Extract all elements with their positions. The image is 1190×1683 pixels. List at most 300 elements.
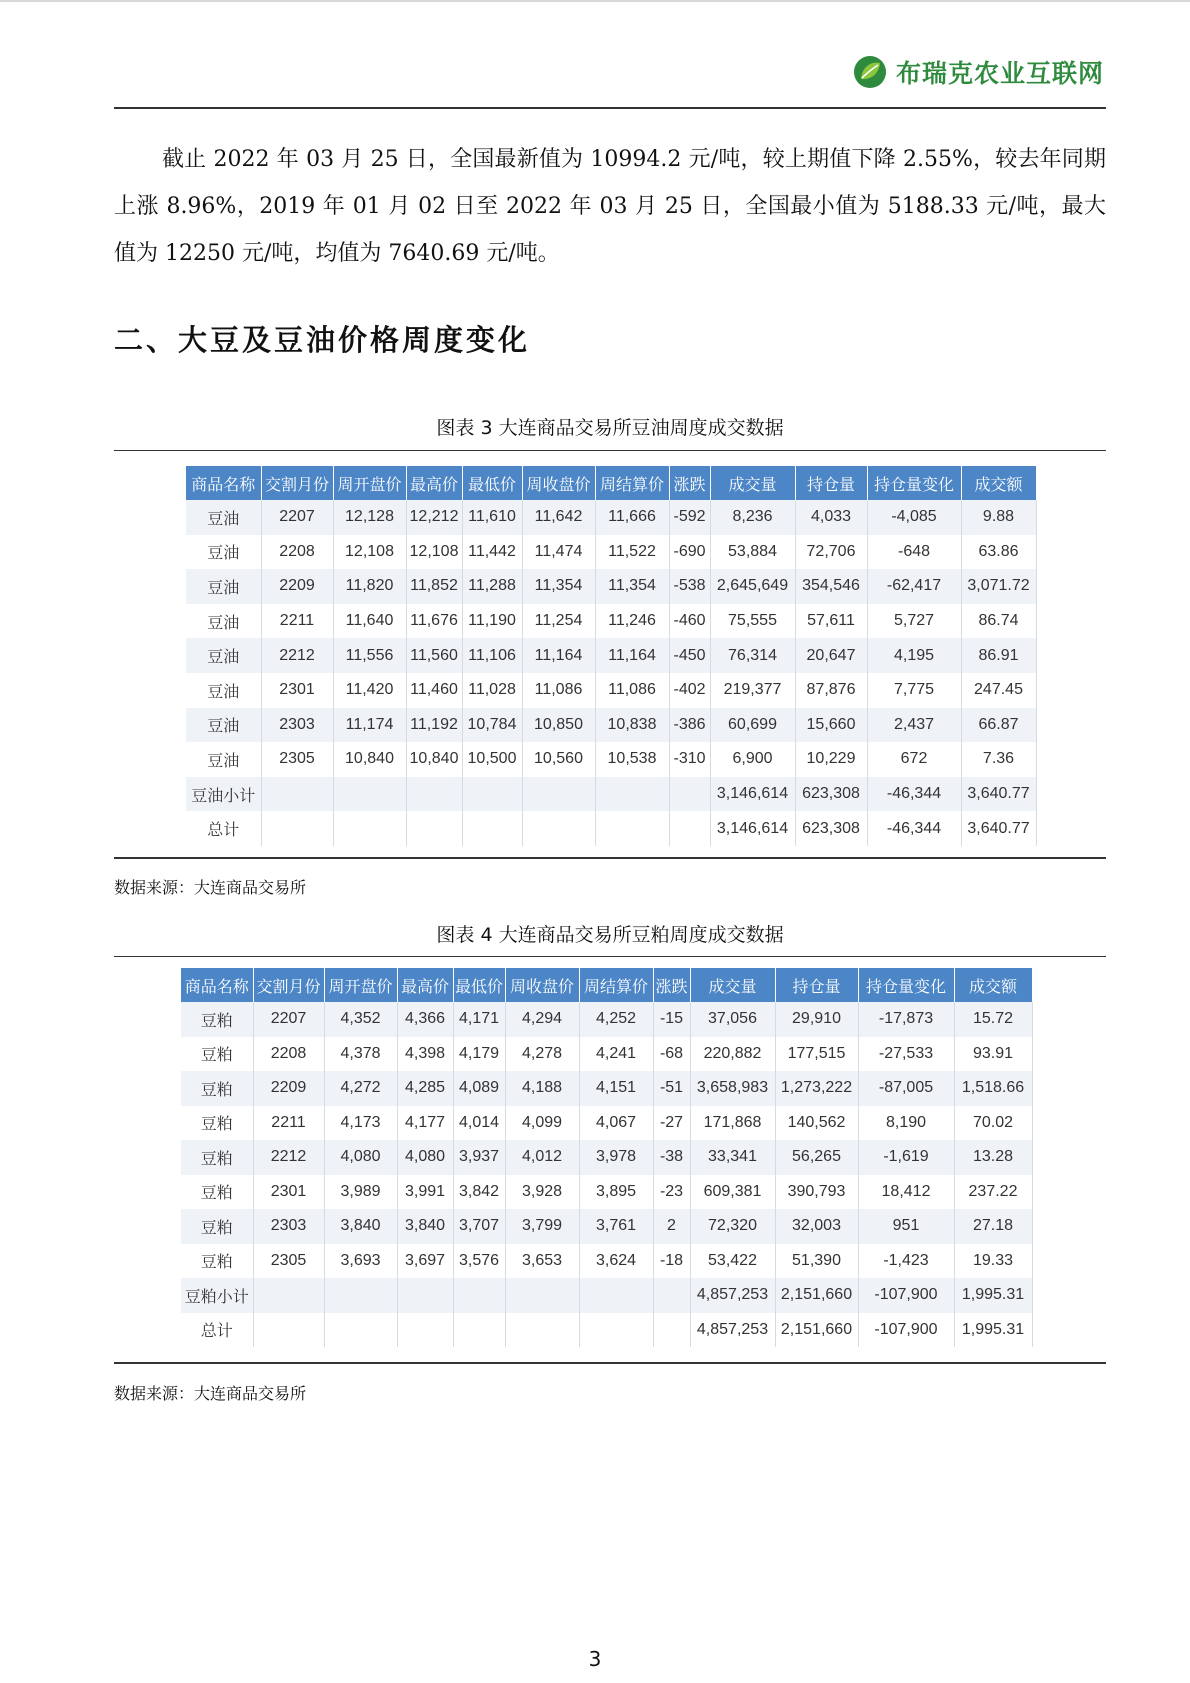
table-cell: 豆油 — [186, 708, 261, 743]
table-cell: 11,852 — [406, 569, 462, 604]
column-header: 持仓量 — [795, 466, 867, 500]
table-cell — [333, 811, 406, 846]
table-cell: 豆粕 — [181, 1002, 253, 1037]
table-cell: 53,422 — [690, 1244, 775, 1279]
table-cell — [261, 811, 333, 846]
table-row — [181, 1313, 1032, 1348]
table-row — [181, 1209, 1032, 1244]
table3-source: 数据来源：大连商品交易所 — [114, 878, 307, 897]
column-header: 周收盘价 — [505, 968, 579, 1002]
table-cell: 86.74 — [961, 604, 1036, 639]
table-cell: -18 — [653, 1244, 690, 1279]
table-cell: 2207 — [253, 1002, 324, 1037]
table-cell: 11,028 — [462, 673, 522, 708]
table-cell: 11,164 — [595, 638, 669, 673]
table-cell: 9.88 — [961, 500, 1036, 535]
table-cell: 11,610 — [462, 500, 522, 535]
table-cell: 豆油 — [186, 569, 261, 604]
table-row — [181, 1175, 1032, 1210]
section-title: 二、大豆及豆油价格周度变化 — [114, 323, 531, 357]
table-cell: 10,840 — [406, 742, 462, 777]
table-header-row — [181, 968, 1032, 1002]
brand-logo — [852, 54, 1104, 90]
table-cell: 1,518.66 — [954, 1071, 1032, 1106]
table-cell: 11,106 — [462, 638, 522, 673]
table-row — [186, 638, 1036, 673]
table-cell: 11,556 — [333, 638, 406, 673]
table-cell: 8,190 — [858, 1106, 954, 1141]
table-cell: 75,555 — [710, 604, 795, 639]
table-cell: 32,003 — [775, 1209, 858, 1244]
table-cell: 豆粕 — [181, 1244, 253, 1279]
table-cell: 2,645,649 — [710, 569, 795, 604]
table-cell: 11,086 — [595, 673, 669, 708]
table-row — [181, 1002, 1032, 1037]
table-cell: 2301 — [261, 673, 333, 708]
column-header: 成交量 — [710, 466, 795, 500]
table-cell: 1,273,222 — [775, 1071, 858, 1106]
table-cell: 60,699 — [710, 708, 795, 743]
table-cell: 10,229 — [795, 742, 867, 777]
table-cell: 56,265 — [775, 1140, 858, 1175]
table-cell: 2212 — [261, 638, 333, 673]
table4-top-rule — [114, 956, 1106, 957]
column-header: 周结算价 — [595, 466, 669, 500]
table-cell — [522, 811, 595, 846]
table-cell: 3,693 — [324, 1244, 397, 1279]
table3-caption: 图表 3 大连商品交易所豆油周度成交数据 — [436, 417, 784, 439]
table4-caption: 图表 4 大连商品交易所豆粕周度成交数据 — [436, 924, 784, 946]
table-cell: -460 — [669, 604, 710, 639]
summary-paragraph: 截止 2022 年 03 月 25 日，全国最新值为 10994.2 元/吨，较上期值下降 2.55%，较去年同期上涨 8.96%，2019 年 01 月 02 日至 2022 年 03 月 25 日，全国最小值为 5188.33 元/吨，最大值为 12250 元/吨，均值为 7640.69 元/吨。 — [114, 147, 1106, 266]
column-header: 涨跌 — [653, 968, 690, 1002]
table-cell: 3,978 — [579, 1140, 653, 1175]
table-row — [181, 1244, 1032, 1279]
table-cell: 6,900 — [710, 742, 795, 777]
table-cell: 11,640 — [333, 604, 406, 639]
table-cell: -68 — [653, 1037, 690, 1072]
table-cell: 11,354 — [595, 569, 669, 604]
table-cell: 3,799 — [505, 1209, 579, 1244]
column-header: 交割月份 — [261, 466, 333, 500]
page-top-border — [0, 0, 1190, 2]
table-cell: 27.18 — [954, 1209, 1032, 1244]
table-cell: 4,179 — [453, 1037, 505, 1072]
table-cell: -402 — [669, 673, 710, 708]
table-cell — [669, 811, 710, 846]
table4-bottom-rule — [114, 1362, 1106, 1364]
table-cell: 2,151,660 — [775, 1278, 858, 1313]
table-cell: -38 — [653, 1140, 690, 1175]
table-cell: 2303 — [253, 1209, 324, 1244]
table-cell — [579, 1278, 653, 1313]
table-cell: -23 — [653, 1175, 690, 1210]
table-cell: 11,460 — [406, 673, 462, 708]
table-cell: 4,195 — [867, 638, 961, 673]
table-cell: 66.87 — [961, 708, 1036, 743]
table-cell: 12,128 — [333, 500, 406, 535]
table-cell: 2212 — [253, 1140, 324, 1175]
column-header: 成交量 — [690, 968, 775, 1002]
table-cell: -690 — [669, 535, 710, 570]
table-cell: 247.45 — [961, 673, 1036, 708]
table-row — [186, 500, 1036, 535]
column-header: 商品名称 — [186, 466, 261, 500]
table-cell: 3,937 — [453, 1140, 505, 1175]
table-cell: 2,437 — [867, 708, 961, 743]
table-cell: 11,676 — [406, 604, 462, 639]
table-cell: -87,005 — [858, 1071, 954, 1106]
table-row — [186, 777, 1036, 812]
table-cell: 4,173 — [324, 1106, 397, 1141]
table-row — [186, 604, 1036, 639]
table-cell: 2208 — [253, 1037, 324, 1072]
table-cell: 豆粕 — [181, 1175, 253, 1210]
table-cell: 10,500 — [462, 742, 522, 777]
table-cell: 19.33 — [954, 1244, 1032, 1279]
leaf-logo-icon — [852, 54, 888, 90]
table-cell: -648 — [867, 535, 961, 570]
table-cell: 15.72 — [954, 1002, 1032, 1037]
table-cell: -27 — [653, 1106, 690, 1141]
table-cell — [333, 777, 406, 812]
table-cell: 3,640.77 — [961, 811, 1036, 846]
table3-top-rule — [114, 450, 1106, 451]
table-row — [186, 535, 1036, 570]
table-cell: 4,294 — [505, 1002, 579, 1037]
table-cell: 11,560 — [406, 638, 462, 673]
table-cell — [595, 811, 669, 846]
table-cell: 4,272 — [324, 1071, 397, 1106]
table-cell — [406, 777, 462, 812]
table-cell: 11,288 — [462, 569, 522, 604]
column-header: 交割月份 — [253, 968, 324, 1002]
table-cell: 2211 — [253, 1106, 324, 1141]
table-cell: 4,285 — [397, 1071, 453, 1106]
table-cell: 2209 — [253, 1071, 324, 1106]
table-cell: 4,012 — [505, 1140, 579, 1175]
table-cell: 10,850 — [522, 708, 595, 743]
table-row — [186, 708, 1036, 743]
table-cell: -538 — [669, 569, 710, 604]
header-divider — [114, 107, 1106, 109]
table-cell: 4,252 — [579, 1002, 653, 1037]
table-cell: -1,423 — [858, 1244, 954, 1279]
table-cell: 672 — [867, 742, 961, 777]
table-cell: 2207 — [261, 500, 333, 535]
table-row — [186, 569, 1036, 604]
table-row — [181, 1140, 1032, 1175]
table-cell: 11,254 — [522, 604, 595, 639]
column-header: 涨跌 — [669, 466, 710, 500]
table-cell: 3,840 — [397, 1209, 453, 1244]
table-cell — [253, 1313, 324, 1348]
table-cell: 4,352 — [324, 1002, 397, 1037]
table-cell: 623,308 — [795, 777, 867, 812]
table-cell: 3,576 — [453, 1244, 505, 1279]
table-cell: 3,146,614 — [710, 811, 795, 846]
table-cell: 3,842 — [453, 1175, 505, 1210]
table-cell — [462, 777, 522, 812]
table-header-row — [186, 466, 1036, 500]
table-cell: 237.22 — [954, 1175, 1032, 1210]
table-cell — [397, 1278, 453, 1313]
table-cell: 豆油 — [186, 535, 261, 570]
table-cell: 3,640.77 — [961, 777, 1036, 812]
table-cell: 72,320 — [690, 1209, 775, 1244]
table-cell — [462, 811, 522, 846]
table-cell: 豆油 — [186, 604, 261, 639]
table-cell: 2305 — [261, 742, 333, 777]
table-cell: 3,761 — [579, 1209, 653, 1244]
table-cell: 豆粕 — [181, 1106, 253, 1141]
table-cell: 4,857,253 — [690, 1278, 775, 1313]
table-cell: 12,108 — [333, 535, 406, 570]
table-cell: 4,014 — [453, 1106, 505, 1141]
table-cell: -4,085 — [867, 500, 961, 535]
table-cell: 12,212 — [406, 500, 462, 535]
table-cell: 3,071.72 — [961, 569, 1036, 604]
table-cell: 8,236 — [710, 500, 795, 535]
table-cell: 4,099 — [505, 1106, 579, 1141]
table-cell: -46,344 — [867, 777, 961, 812]
table-cell: 4,171 — [453, 1002, 505, 1037]
table-cell — [453, 1278, 505, 1313]
column-header: 持仓量 — [775, 968, 858, 1002]
table-cell: 70.02 — [954, 1106, 1032, 1141]
table-cell: 1,995.31 — [954, 1278, 1032, 1313]
table-cell: -51 — [653, 1071, 690, 1106]
soybean-meal-weekly-table — [181, 968, 1033, 1347]
column-header: 周开盘价 — [324, 968, 397, 1002]
table-cell: 豆油小计 — [186, 777, 261, 812]
table-row — [181, 1106, 1032, 1141]
table3-bottom-rule — [114, 857, 1106, 859]
column-header: 商品名称 — [181, 968, 253, 1002]
table4-source: 数据来源：大连商品交易所 — [114, 1384, 307, 1403]
table-cell: 2 — [653, 1209, 690, 1244]
table-cell: 4,366 — [397, 1002, 453, 1037]
table-cell: 总计 — [186, 811, 261, 846]
column-header: 持仓量变化 — [867, 466, 961, 500]
table-cell: 7,775 — [867, 673, 961, 708]
table-cell: 37,056 — [690, 1002, 775, 1037]
table-cell: 10,840 — [333, 742, 406, 777]
table-cell: 15,660 — [795, 708, 867, 743]
table-cell: 86.91 — [961, 638, 1036, 673]
table-row — [186, 742, 1036, 777]
table-cell: 3,928 — [505, 1175, 579, 1210]
table-row — [186, 673, 1036, 708]
soybean-oil-weekly-table — [186, 466, 1037, 846]
table-cell — [579, 1313, 653, 1348]
table-cell: 11,642 — [522, 500, 595, 535]
page-number: 3 — [588, 1647, 602, 1671]
table-cell: -17,873 — [858, 1002, 954, 1037]
table-cell: 5,727 — [867, 604, 961, 639]
table-cell: 11,474 — [522, 535, 595, 570]
table-cell: 4,033 — [795, 500, 867, 535]
table-cell: 951 — [858, 1209, 954, 1244]
table-cell — [595, 777, 669, 812]
table-cell: 11,174 — [333, 708, 406, 743]
table-cell — [261, 777, 333, 812]
logo-text: 布瑞克农业互联网 — [895, 59, 1104, 88]
column-header: 最高价 — [406, 466, 462, 500]
table-cell: 51,390 — [775, 1244, 858, 1279]
table-cell: -15 — [653, 1002, 690, 1037]
table-cell: 4,398 — [397, 1037, 453, 1072]
table-cell: 豆粕 — [181, 1140, 253, 1175]
table-cell: 390,793 — [775, 1175, 858, 1210]
table-cell: 11,820 — [333, 569, 406, 604]
table-cell: 4,188 — [505, 1071, 579, 1106]
table-cell: 33,341 — [690, 1140, 775, 1175]
table-cell: 豆油 — [186, 500, 261, 535]
table-cell: -1,619 — [858, 1140, 954, 1175]
column-header: 最高价 — [397, 968, 453, 1002]
table-cell: 72,706 — [795, 535, 867, 570]
table-cell: 53,884 — [710, 535, 795, 570]
table-cell: 10,538 — [595, 742, 669, 777]
table-cell: 93.91 — [954, 1037, 1032, 1072]
table-cell: 豆粕 — [181, 1037, 253, 1072]
table-cell: 3,991 — [397, 1175, 453, 1210]
column-header: 最低价 — [462, 466, 522, 500]
table-cell: 豆油 — [186, 638, 261, 673]
table-cell — [653, 1313, 690, 1348]
table-cell: 豆粕 — [181, 1071, 253, 1106]
table-cell — [324, 1278, 397, 1313]
table-cell: 4,241 — [579, 1037, 653, 1072]
table-cell — [406, 811, 462, 846]
table-cell: 豆粕小计 — [181, 1278, 253, 1313]
table-cell: 11,442 — [462, 535, 522, 570]
table-row — [181, 1071, 1032, 1106]
column-header: 周开盘价 — [333, 466, 406, 500]
table-cell: 3,146,614 — [710, 777, 795, 812]
table-cell: 2303 — [261, 708, 333, 743]
table-cell: 354,546 — [795, 569, 867, 604]
table-cell: 11,164 — [522, 638, 595, 673]
table-cell: 3,658,983 — [690, 1071, 775, 1106]
table-cell: 总计 — [181, 1313, 253, 1348]
table-cell: 219,377 — [710, 673, 795, 708]
table-cell: 4,177 — [397, 1106, 453, 1141]
table-cell: 11,522 — [595, 535, 669, 570]
table-cell: -46,344 — [867, 811, 961, 846]
table-cell: 2209 — [261, 569, 333, 604]
table-cell: 3,653 — [505, 1244, 579, 1279]
table-cell: 18,412 — [858, 1175, 954, 1210]
table-cell: 3,697 — [397, 1244, 453, 1279]
table-cell — [453, 1313, 505, 1348]
table-cell: 4,151 — [579, 1071, 653, 1106]
table-cell: 220,882 — [690, 1037, 775, 1072]
table-cell: 177,515 — [775, 1037, 858, 1072]
table-cell: 11,420 — [333, 673, 406, 708]
table-cell: 57,611 — [795, 604, 867, 639]
table-cell: 2211 — [261, 604, 333, 639]
table-cell: 2,151,660 — [775, 1313, 858, 1348]
table-cell: 4,857,253 — [690, 1313, 775, 1348]
table-cell: 3,707 — [453, 1209, 505, 1244]
table-cell: 140,562 — [775, 1106, 858, 1141]
table-cell — [505, 1278, 579, 1313]
table-cell: 76,314 — [710, 638, 795, 673]
table-cell: 10,784 — [462, 708, 522, 743]
table-cell: 11,666 — [595, 500, 669, 535]
table-cell: 3,840 — [324, 1209, 397, 1244]
table-cell: -62,417 — [867, 569, 961, 604]
table-cell: 63.86 — [961, 535, 1036, 570]
table-cell: 4,278 — [505, 1037, 579, 1072]
table-cell: 1,995.31 — [954, 1313, 1032, 1348]
table-cell: 2305 — [253, 1244, 324, 1279]
table-cell: -450 — [669, 638, 710, 673]
table-cell: 171,868 — [690, 1106, 775, 1141]
table-cell: 3,624 — [579, 1244, 653, 1279]
table-cell: 4,067 — [579, 1106, 653, 1141]
table-cell: 4,089 — [453, 1071, 505, 1106]
table-cell: 10,560 — [522, 742, 595, 777]
table-cell: 豆粕 — [181, 1209, 253, 1244]
table-cell — [522, 777, 595, 812]
table-row — [186, 811, 1036, 846]
table-cell: 13.28 — [954, 1140, 1032, 1175]
table-cell: 4,378 — [324, 1037, 397, 1072]
table-cell: -386 — [669, 708, 710, 743]
table-cell: 11,190 — [462, 604, 522, 639]
column-header: 成交额 — [954, 968, 1032, 1002]
table-cell: 11,192 — [406, 708, 462, 743]
column-header: 最低价 — [453, 968, 505, 1002]
table-cell — [397, 1313, 453, 1348]
table-cell — [653, 1278, 690, 1313]
column-header: 持仓量变化 — [858, 968, 954, 1002]
table-cell — [253, 1278, 324, 1313]
table-cell: -27,533 — [858, 1037, 954, 1072]
table-cell: -107,900 — [858, 1313, 954, 1348]
table-cell: 87,876 — [795, 673, 867, 708]
table-cell: 10,838 — [595, 708, 669, 743]
table-cell: 4,080 — [324, 1140, 397, 1175]
column-header: 成交额 — [961, 466, 1036, 500]
table-cell: 609,381 — [690, 1175, 775, 1210]
table-cell: 20,647 — [795, 638, 867, 673]
table-row — [181, 1037, 1032, 1072]
table-cell: 豆油 — [186, 742, 261, 777]
table-cell — [505, 1313, 579, 1348]
table-row — [181, 1278, 1032, 1313]
table-cell — [669, 777, 710, 812]
table-cell: 11,086 — [522, 673, 595, 708]
column-header: 周结算价 — [579, 968, 653, 1002]
table-cell: 12,108 — [406, 535, 462, 570]
table-cell: -107,900 — [858, 1278, 954, 1313]
table-cell: 7.36 — [961, 742, 1036, 777]
table-cell: 623,308 — [795, 811, 867, 846]
table-cell: 2301 — [253, 1175, 324, 1210]
table-cell: 3,895 — [579, 1175, 653, 1210]
table-cell: 11,354 — [522, 569, 595, 604]
table-cell: 豆油 — [186, 673, 261, 708]
table-cell: 2208 — [261, 535, 333, 570]
column-header: 周收盘价 — [522, 466, 595, 500]
table-cell: 29,910 — [775, 1002, 858, 1037]
table-cell: 4,080 — [397, 1140, 453, 1175]
table-cell: 3,989 — [324, 1175, 397, 1210]
